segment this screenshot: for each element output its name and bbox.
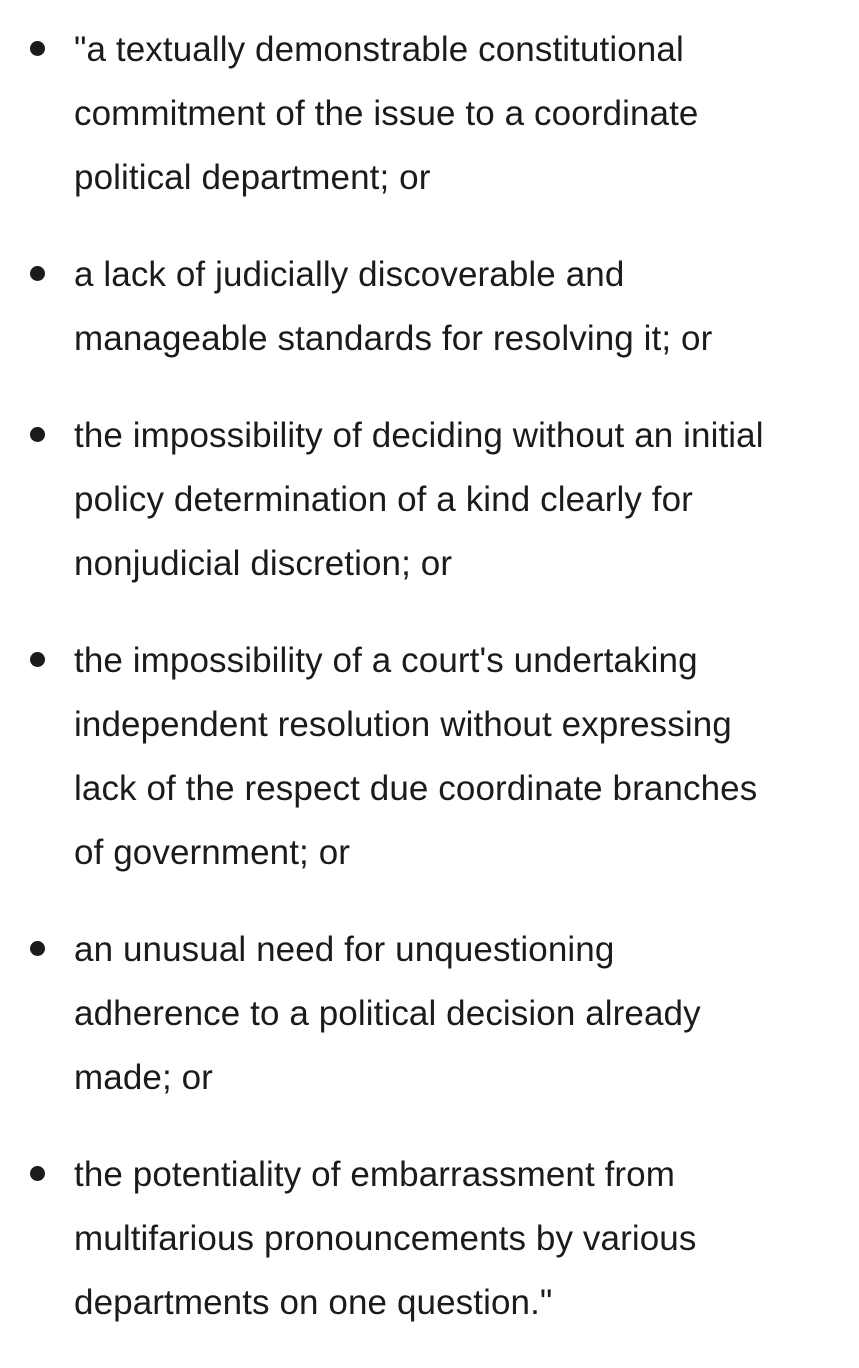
list-item-line: of government; or [74,833,351,872]
bullet-list [0,18,859,1368]
list-item [0,18,859,210]
list-item-line: nonjudicial discretion; or [74,544,453,583]
list-item [0,1143,859,1335]
list-item-line: an unusual need for unquestioning [74,930,615,969]
list-item-line: multifarious pronouncements by various [74,1219,697,1258]
list-item [0,404,859,596]
list-item-line: policy determination of a kind clearly for [74,480,693,519]
list-item-line: lack of the respect due coordinate branches [74,769,758,808]
bullet-icon [30,427,45,442]
list-item-line: adherence to a political decision already [74,994,701,1033]
list-item-line: the potentiality of embarrassment from [74,1155,676,1194]
list-item-line: a lack of judicially discoverable and [74,255,625,294]
list-item-line: manageable standards for resolving it; or [74,319,713,358]
bullet-icon [30,41,45,56]
list-item [0,918,859,1110]
list-item-line: departments on one question." [74,1283,553,1322]
list-item-line: made; or [74,1058,213,1097]
list-item [0,243,859,371]
list-item-line: the impossibility of a court's undertaking [74,641,698,680]
list-item-line: the impossibility of deciding without an initial [74,416,764,455]
bullet-icon [30,1166,45,1181]
bullet-icon [30,652,45,667]
list-item-line: commitment of the issue to a coordinate [74,94,699,133]
list-item-line: independent resolution without expressing [74,705,732,744]
list-item-line: "a textually demonstrable constitutional [74,30,684,69]
list-item [0,629,859,885]
bullet-icon [30,941,45,956]
bullet-icon [30,266,45,281]
list-item-line: political department; or [74,158,431,197]
